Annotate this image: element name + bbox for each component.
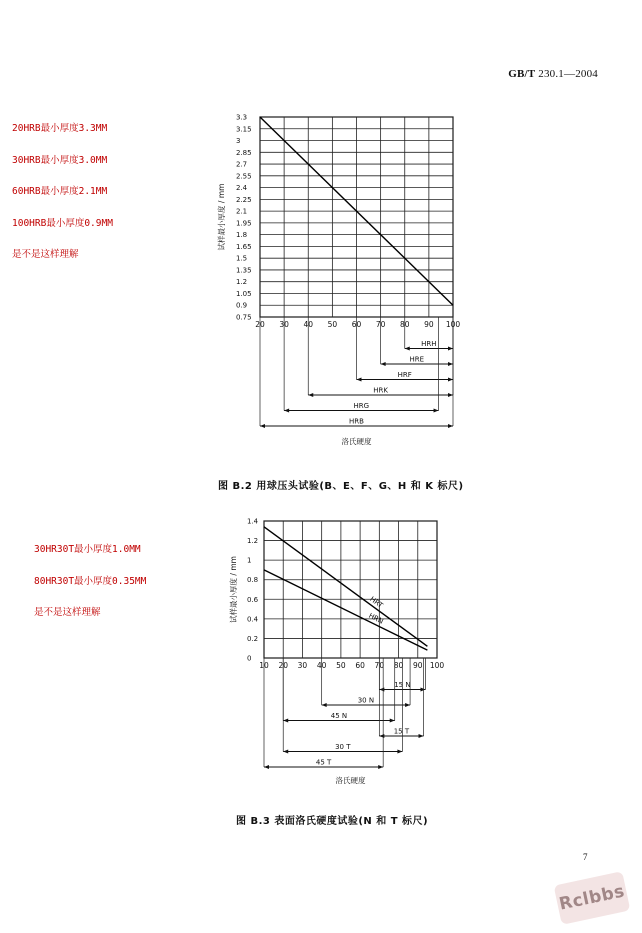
arrow-head <box>283 719 288 723</box>
y-tick-label: 2.85 <box>236 148 252 157</box>
y-axis-title: 试样最小厚度 / mm <box>229 556 238 623</box>
x-tick-label: 100 <box>429 661 445 670</box>
standard-number: 230.1—2004 <box>538 68 598 80</box>
scale-label: HRK <box>373 386 388 395</box>
scale-label: 45 N <box>330 712 348 720</box>
note-line: 20HRB最小厚度3.3MM <box>12 123 108 134</box>
arrow-head <box>379 734 384 738</box>
watermark-text: Rclbbs <box>557 881 627 915</box>
y-tick-label: 3 <box>236 137 241 146</box>
standard-code: GB/T <box>508 68 536 80</box>
y-tick-label: 1.5 <box>236 254 248 263</box>
x-tick-label: 70 <box>375 320 386 329</box>
y-tick-label: 1.4 <box>247 517 259 526</box>
y-tick-label: 3.15 <box>236 125 252 134</box>
figure-caption-b2: 图 B.2 用球压头试验(B、E、F、G、H 和 K 标尺) <box>218 481 464 492</box>
arrow-head <box>405 703 410 707</box>
y-tick-label: 0.75 <box>236 313 252 322</box>
scale-label: 15 T <box>393 727 410 736</box>
arrow-head <box>381 362 386 366</box>
y-tick-label: 1.65 <box>236 242 252 251</box>
x-tick-label: 40 <box>316 661 327 670</box>
x-tick-label: 30 <box>297 661 308 670</box>
x-tick-label: 20 <box>255 320 265 329</box>
scale-label: 30 N <box>357 696 375 705</box>
arrow-head <box>264 765 269 769</box>
scale-label: 15 N <box>394 681 411 689</box>
x-tick-label: 70 <box>374 661 385 670</box>
note-line: 30HR30T最小厚度1.0MM <box>34 544 141 555</box>
y-tick-label: 0.4 <box>247 615 259 624</box>
y-tick-label: 2.1 <box>236 207 248 216</box>
arrow-head <box>397 750 402 754</box>
x-tick-label: 100 <box>445 320 461 329</box>
y-tick-label: 3.3 <box>236 113 248 122</box>
x-tick-label: 90 <box>424 320 434 329</box>
x-tick-label: 90 <box>413 661 423 670</box>
arrow-head <box>357 378 362 382</box>
arrow-head <box>308 393 313 397</box>
arrow-head <box>448 393 453 397</box>
y-tick-label: 2.4 <box>236 184 248 193</box>
note-line: 60HRB最小厚度2.1MM <box>12 186 108 197</box>
x-tick-label: 50 <box>327 320 338 329</box>
figure-caption-b3: 图 B.3 表面洛氏硬度试验(N 和 T 标尺) <box>236 816 429 827</box>
x-tick-label: 80 <box>399 320 410 329</box>
note-line: 是不是这样理解 <box>12 249 79 260</box>
y-tick-label: 0.9 <box>236 301 248 310</box>
arrow-head <box>448 347 453 351</box>
note-line: 30HRB最小厚度3.0MM <box>12 154 108 166</box>
y-tick-label: 1.35 <box>236 266 252 275</box>
x-tick-label: 50 <box>336 661 346 670</box>
page-number: 7 <box>583 852 588 862</box>
x-tick-label: 30 <box>279 320 289 329</box>
arrow-head <box>448 362 453 366</box>
x-tick-label: 60 <box>355 661 365 670</box>
x-tick-label: 80 <box>393 661 404 670</box>
arrow-head <box>448 424 453 428</box>
note-line: 100HRB最小厚度0.9MM <box>12 217 113 229</box>
y-tick-label: 2.7 <box>236 160 248 169</box>
scale-label: HRE <box>409 355 425 364</box>
scale-label: HRF <box>397 371 412 379</box>
series-label: HRN <box>367 611 385 626</box>
x-axis-title: 洛氏硬度 <box>335 776 366 785</box>
arrow-head <box>405 347 410 351</box>
scale-label: 45 T <box>315 758 332 767</box>
scale-label: HRG <box>353 402 370 410</box>
arrow-head <box>260 424 265 428</box>
y-tick-label: 2.55 <box>236 172 252 181</box>
x-axis-title: 洛氏硬度 <box>341 437 372 446</box>
x-tick-label: 60 <box>351 320 362 329</box>
x-tick-label: 10 <box>259 661 269 670</box>
y-tick-label: 0.8 <box>247 576 259 585</box>
arrow-head <box>283 750 288 754</box>
y-tick-label: 2.25 <box>236 195 252 204</box>
scale-label: 30 T <box>335 743 351 751</box>
arrow-head <box>284 409 289 413</box>
arrow-head <box>448 378 453 382</box>
y-tick-label: 1.05 <box>236 289 252 298</box>
y-tick-label: 1.95 <box>236 219 252 228</box>
arrow-head <box>420 688 425 692</box>
note-line: 是不是这样理解 <box>34 607 101 618</box>
y-axis-title: 试样最小厚度 / mm <box>217 183 226 251</box>
arrow-head <box>390 719 395 723</box>
data-line-hrt <box>264 527 427 646</box>
y-tick-label: 0.2 <box>247 634 259 643</box>
arrow-head <box>434 409 439 413</box>
scale-label: HRH <box>421 340 437 348</box>
y-tick-label: 0.6 <box>247 595 259 604</box>
note-line: 80HR30T最小厚度0.35MM <box>34 575 147 587</box>
scale-label: HRB <box>349 417 364 426</box>
y-tick-label: 0 <box>247 654 252 663</box>
series-label: HRT <box>368 595 385 610</box>
y-tick-label: 1.8 <box>236 231 248 240</box>
y-tick-label: 1 <box>247 556 252 565</box>
arrow-head <box>419 734 424 738</box>
arrow-head <box>379 688 384 692</box>
x-tick-label: 40 <box>303 320 314 329</box>
y-tick-label: 1.2 <box>236 278 248 287</box>
x-tick-label: 20 <box>278 661 288 670</box>
arrow-head <box>322 703 327 707</box>
y-tick-label: 1.2 <box>247 537 259 546</box>
arrow-head <box>378 765 383 769</box>
